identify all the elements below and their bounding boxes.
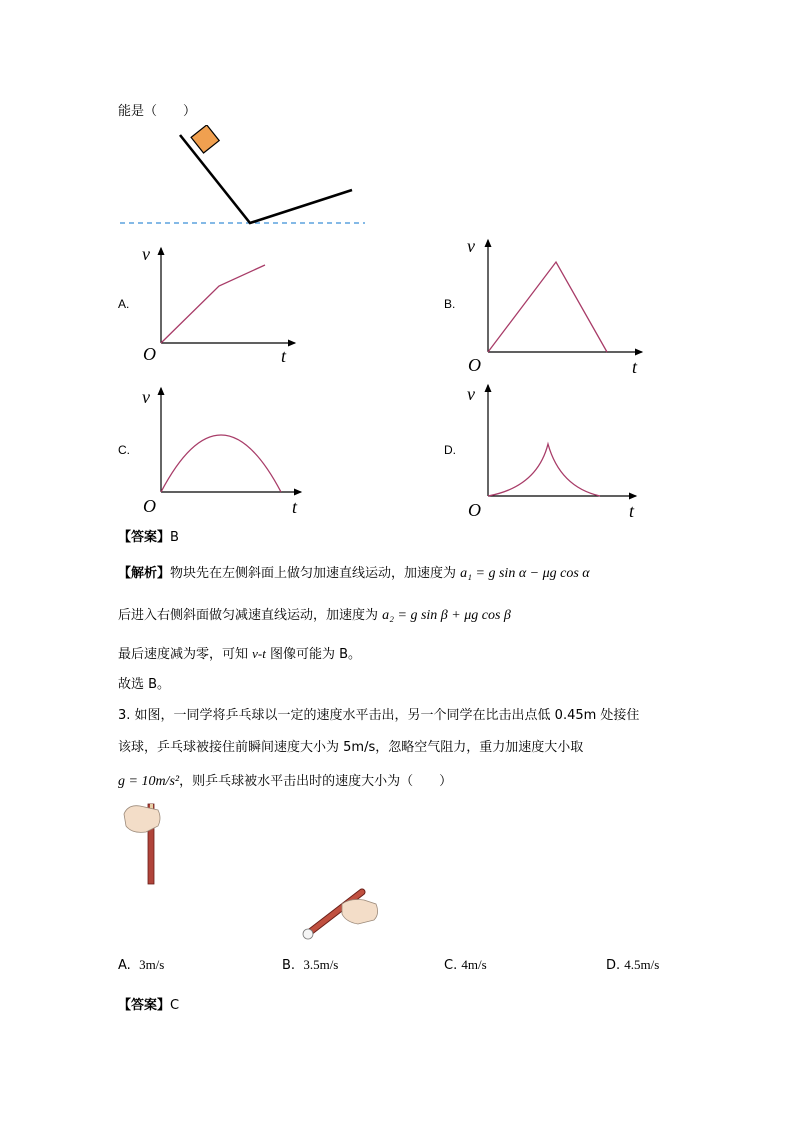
answer-2-tag: 【答案】	[118, 998, 171, 1013]
analysis-text-3b: 图像可能为 B。	[265, 647, 362, 662]
graph-d-xlabel: t	[629, 501, 635, 521]
option-c[interactable]	[444, 957, 487, 974]
graph-a-origin: O	[143, 344, 156, 364]
option-a[interactable]	[118, 957, 164, 974]
graph-c-ylabel: v	[142, 387, 150, 407]
option-a-value: 3m/s	[139, 957, 165, 972]
analysis-line-3	[118, 646, 361, 663]
analysis-tag: 【解析】	[118, 566, 171, 581]
question-3-text-3: ，则乒乓球被水平击出时的速度大小为（ ）	[179, 774, 453, 789]
graph-d-ylabel: v	[467, 384, 475, 404]
option-a-label: A.	[118, 297, 130, 311]
option-d-value: 4.5m/s	[624, 957, 660, 972]
option-a-letter: A.	[118, 958, 131, 973]
graph-a-curve	[161, 265, 265, 343]
graph-b	[462, 232, 652, 377]
graph-c-xlabel: t	[292, 497, 298, 517]
analysis-line-4: 故选 B。	[118, 677, 171, 692]
graph-c-origin: O	[143, 496, 156, 516]
option-b-label: B.	[444, 297, 456, 311]
answer-1-tag: 【答案】	[118, 530, 171, 545]
answer-2	[118, 998, 179, 1014]
incline-figure	[110, 125, 380, 235]
analysis-text-1: 物块先在左侧斜面上做匀加速直线运动，加速度为	[170, 566, 457, 581]
hand-paddle-tilted	[298, 882, 383, 947]
graph-c	[135, 380, 310, 520]
option-c-letter: C.	[444, 958, 458, 973]
option-d-label: D.	[444, 443, 456, 457]
graph-a-ylabel: v	[142, 244, 150, 264]
graph-c-curve	[161, 435, 281, 492]
option-d[interactable]	[606, 957, 659, 974]
question-3-line-2: 该球，乒乓球被接住前瞬间速度大小为 5m/s，忽略空气阻力，重力加速度大小取	[118, 740, 584, 755]
vt-term: v-t	[252, 646, 266, 661]
option-c-value: 4m/s	[461, 957, 487, 972]
analysis-line-2	[118, 608, 511, 624]
ping-pong-ball	[303, 929, 313, 939]
formula-a2: a₂ = g sin β + μg cos β	[382, 608, 511, 623]
graph-d	[462, 377, 652, 522]
graph-a-xlabel: t	[281, 346, 287, 365]
option-b-letter: B.	[282, 958, 296, 973]
graph-b-curve	[488, 262, 607, 352]
formula-g: g = 10m/s²	[118, 774, 180, 789]
graph-b-origin: O	[468, 355, 481, 375]
question-3-line-3	[118, 774, 452, 790]
graph-a	[135, 240, 305, 365]
graph-b-xlabel: t	[632, 357, 638, 377]
question-3-line-1: 3. 如图，一同学将乒乓球以一定的速度水平击出，另一个同学在比击出点低 0.45m 处接住	[118, 708, 640, 723]
analysis-line-1	[118, 566, 590, 582]
formula-a1: a₁ = g sin α − μg cos α	[460, 566, 590, 581]
sliding-block	[191, 125, 219, 153]
graph-b-ylabel: v	[467, 236, 475, 256]
question-stem-tail: 能是（ ）	[118, 104, 197, 119]
hand-icon-right	[342, 900, 378, 925]
hand-paddle-vertical	[118, 800, 168, 890]
answer-1	[118, 530, 179, 546]
hand-icon-left	[124, 806, 160, 833]
graph-d-curve	[488, 444, 600, 496]
answer-2-value: C	[170, 998, 180, 1013]
option-c-label: C.	[118, 443, 130, 457]
graph-d-origin: O	[468, 500, 481, 520]
option-d-letter: D.	[606, 958, 621, 973]
answer-1-value: B	[170, 530, 179, 545]
option-b-value: 3.5m/s	[303, 957, 339, 972]
analysis-text-2: 后进入右侧斜面做匀减速直线运动，加速度为	[118, 608, 379, 623]
analysis-text-3a: 最后速度减为零，可知	[118, 647, 253, 662]
option-b[interactable]	[282, 957, 338, 974]
